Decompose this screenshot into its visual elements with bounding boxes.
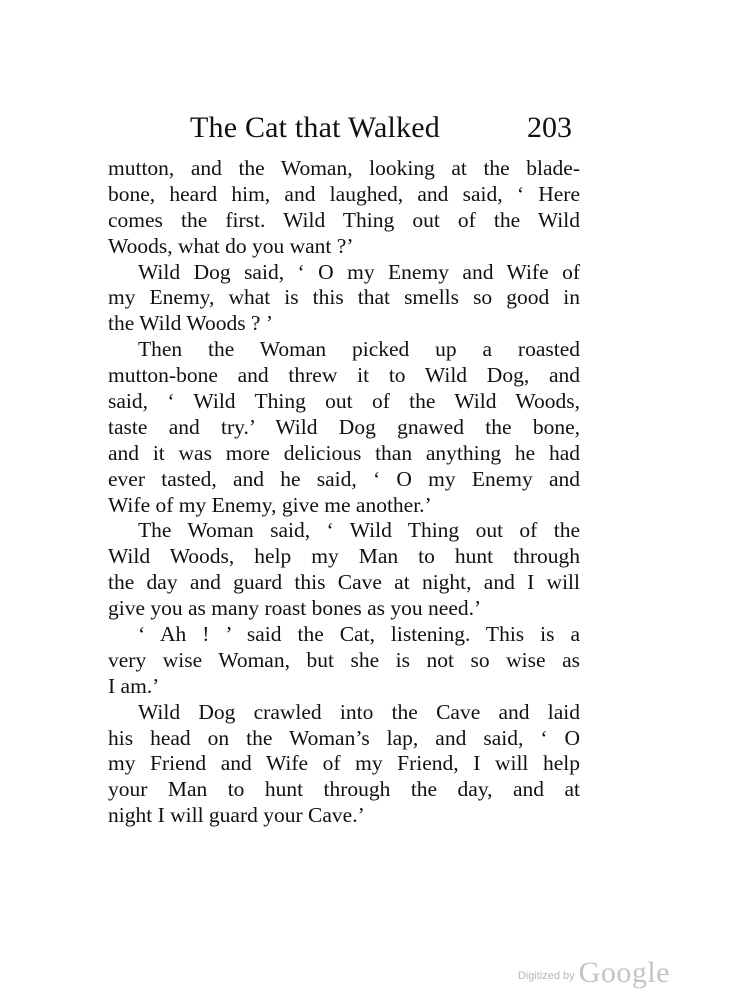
text-line: my Friend and Wife of my Friend, I will help bbox=[108, 751, 580, 776]
text-line: night I will guard your Cave.’ bbox=[108, 803, 365, 828]
running-title: The Cat that Walked bbox=[190, 111, 440, 144]
text-line: my Enemy, what is this that smells so good in bbox=[108, 285, 580, 310]
text-line: Woods, what do you want ?’ bbox=[108, 233, 354, 258]
text-line: give you as many roast bones as you need.’ bbox=[108, 596, 482, 621]
text-line: I am.’ bbox=[108, 673, 160, 698]
text-line: Wife of my Enemy, give me another.’ bbox=[108, 492, 432, 517]
text-line: comes the first. Wild Thing out of the Wild bbox=[108, 207, 580, 232]
text-line: very wise Woman, but she is not so wise as bbox=[108, 647, 580, 672]
text-line: your Man to hunt through the day, and at bbox=[108, 777, 580, 802]
text-line: Then the Woman picked up a roasted bbox=[138, 337, 580, 362]
digitized-watermark bbox=[518, 954, 670, 988]
text-line: ‘ Ah ! ’ said the Cat, listening. This is a bbox=[138, 622, 580, 647]
text-line: his head on the Woman’s lap, and said, ‘ O bbox=[108, 725, 580, 750]
body-text bbox=[108, 156, 580, 829]
page-number: 203 bbox=[527, 111, 572, 144]
text-line: The Woman said, ‘ Wild Thing out of the bbox=[138, 518, 580, 543]
text-line: Wild Woods, help my Man to hunt through bbox=[108, 544, 580, 569]
google-logo: Google bbox=[578, 956, 670, 989]
text-line: mutton-bone and threw it to Wild Dog, and bbox=[108, 363, 580, 388]
text-line: bone, heard him, and laughed, and said, ‘ Here bbox=[108, 181, 580, 206]
text-line: said, ‘ Wild Thing out of the Wild Woods, bbox=[108, 389, 580, 414]
text-line: the Wild Woods ? ’ bbox=[108, 311, 274, 336]
text-line: ever tasted, and he said, ‘ O my Enemy and bbox=[108, 466, 580, 491]
text-line: the day and guard this Cave at night, and I will bbox=[108, 570, 580, 595]
text-line: Wild Dog said, ‘ O my Enemy and Wife of bbox=[138, 259, 580, 284]
text-line: taste and try.’ Wild Dog gnawed the bone, bbox=[108, 414, 580, 439]
text-line: Wild Dog crawled into the Cave and laid bbox=[138, 699, 580, 724]
watermark-prefix: Digitized by bbox=[517, 970, 575, 982]
text-line: and it was more delicious than anything he had bbox=[108, 440, 580, 465]
running-header bbox=[108, 108, 580, 148]
text-line: mutton, and the Woman, looking at the blade- bbox=[108, 156, 580, 180]
